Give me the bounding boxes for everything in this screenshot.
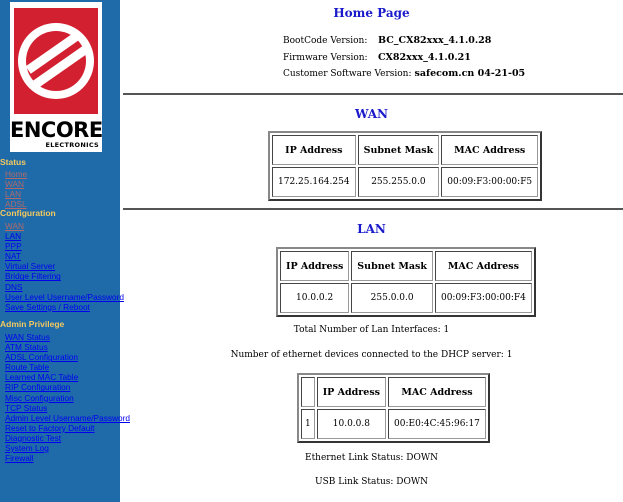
bootcode-version-row [283, 35, 491, 46]
dhcp-clients-table [297, 373, 490, 443]
nav-link-atm-status[interactable]: ATM Status [5, 342, 48, 353]
sidebar [0, 0, 130, 502]
table-row [280, 283, 532, 313]
main-content [120, 0, 623, 502]
divider [123, 93, 623, 95]
nav-link-wan-status[interactable]: WAN [5, 179, 25, 190]
lan-mac-value: 00:09:F3:00:00:F4 [435, 283, 532, 313]
table-header-row [301, 377, 486, 407]
page-title: Home Page [333, 6, 410, 20]
firmware-value: CX82xxx_4.1.0.21 [378, 52, 471, 63]
wan-ip-header: IP Address [272, 135, 356, 165]
lan-ip-value: 10.0.0.2 [280, 283, 349, 313]
nav-link-wan-status-admin[interactable]: WAN Status [5, 332, 50, 342]
status-heading: Status [0, 157, 26, 167]
lan-mac-header: MAC Address [435, 251, 532, 281]
wan-title: WAN [355, 107, 388, 121]
dhcp-device-count: Number of ethernet devices connected to the DHCP server: 1 [230, 350, 513, 360]
nav-link-nat[interactable]: NAT [5, 251, 21, 262]
nav-link-firewall[interactable]: Firewall [5, 453, 34, 464]
lan-mask-header: Subnet Mask [351, 251, 433, 281]
nav-link-user-password[interactable]: User Level Username/Password [5, 291, 124, 302]
ethernet-link-status: Ethernet Link Status: DOWN [305, 453, 438, 463]
nav-link-dns[interactable]: DNS [5, 281, 23, 292]
wan-mask-header: Subnet Mask [358, 135, 440, 165]
dhcp-mac-value: 00:E0:4C:45:96:17 [388, 409, 486, 439]
customer-version-label: Customer Software Version: [283, 69, 412, 79]
configuration-heading: Configuration [0, 208, 56, 218]
nav-link-admin-password[interactable]: Admin Level Username/Password [5, 412, 130, 423]
nav-link-save-reboot[interactable]: Save Settings / Reboot [5, 301, 90, 312]
wan-mask-value: 255.255.0.0 [358, 167, 440, 197]
bootcode-value: BC_CX82xxx_4.1.0.28 [378, 35, 492, 46]
firmware-version-row [283, 52, 471, 63]
wan-mac-value: 00:09:F3:00:00:F5 [441, 167, 538, 197]
lan-mask-value: 255.0.0.0 [351, 283, 433, 313]
nav-link-adsl-configuration[interactable]: ADSL Configuration [5, 352, 79, 363]
nav-link-lan-config[interactable]: LAN [5, 231, 22, 242]
bootcode-label: BootCode Version: [283, 36, 368, 46]
dhcp-mac-header: MAC Address [388, 377, 486, 407]
nav-link-tcp-status[interactable]: TCP Status [5, 402, 48, 413]
lan-table [276, 247, 536, 317]
firmware-label: Firmware Version: [283, 53, 368, 63]
nav-link-learned-mac-table[interactable]: Learned MAC Table [5, 372, 79, 383]
nav-link-bridge-filtering[interactable]: Bridge Filtering [5, 271, 61, 282]
lan-title: LAN [357, 222, 386, 236]
customer-version-row [283, 68, 525, 79]
divider [123, 208, 623, 210]
nav-link-reset-factory[interactable]: Reset to Factory Default [5, 422, 95, 433]
dhcp-index-value: 1 [301, 409, 315, 439]
nav-link-virtual-server[interactable]: Virtual Server [5, 261, 56, 272]
nav-link-system-log[interactable]: System Log [5, 443, 49, 454]
status-menu [5, 167, 28, 210]
table-header-row [280, 251, 532, 281]
nav-link-diagnostic-test[interactable]: Diagnostic Test [5, 432, 62, 443]
table-row [301, 409, 486, 439]
nav-link-home[interactable]: Home [5, 169, 28, 179]
dhcp-index-header [301, 377, 315, 407]
customer-version-value: safecom.cn 04-21-05 [414, 68, 526, 79]
nav-link-misc-configuration[interactable]: Misc Configuration [5, 392, 74, 403]
table-header-row [272, 135, 538, 165]
nav-link-ppp[interactable]: PPP [5, 241, 22, 252]
dhcp-ip-header: IP Address [317, 377, 386, 407]
nav-link-rip-configuration[interactable]: RIP Configuration [5, 382, 71, 393]
usb-link-status: USB Link Status: DOWN [315, 477, 428, 487]
logo-sub-text: ELECTRONICS [45, 141, 99, 149]
admin-heading: Admin Privilege [0, 319, 65, 329]
admin-menu [5, 330, 130, 464]
lan-ip-header: IP Address [280, 251, 349, 281]
nav-link-wan-config[interactable]: WAN [5, 221, 25, 231]
configuration-menu [5, 219, 124, 310]
nav-link-adsl-status[interactable]: ADSL [5, 199, 27, 210]
wan-mac-header: MAC Address [441, 135, 538, 165]
encore-logo-icon [10, 2, 102, 120]
table-row [272, 167, 538, 197]
wan-ip-value: 172.25.164.254 [272, 167, 356, 197]
dhcp-ip-value: 10.0.0.8 [317, 409, 386, 439]
encore-logo [10, 2, 102, 152]
nav-link-route-table[interactable]: Route Table [5, 362, 50, 373]
lan-interface-count: Total Number of Lan Interfaces: 1 [293, 325, 450, 335]
logo-brand-text: ENCORE [10, 118, 103, 142]
wan-table [268, 131, 542, 201]
nav-link-lan-status[interactable]: LAN [5, 189, 22, 200]
